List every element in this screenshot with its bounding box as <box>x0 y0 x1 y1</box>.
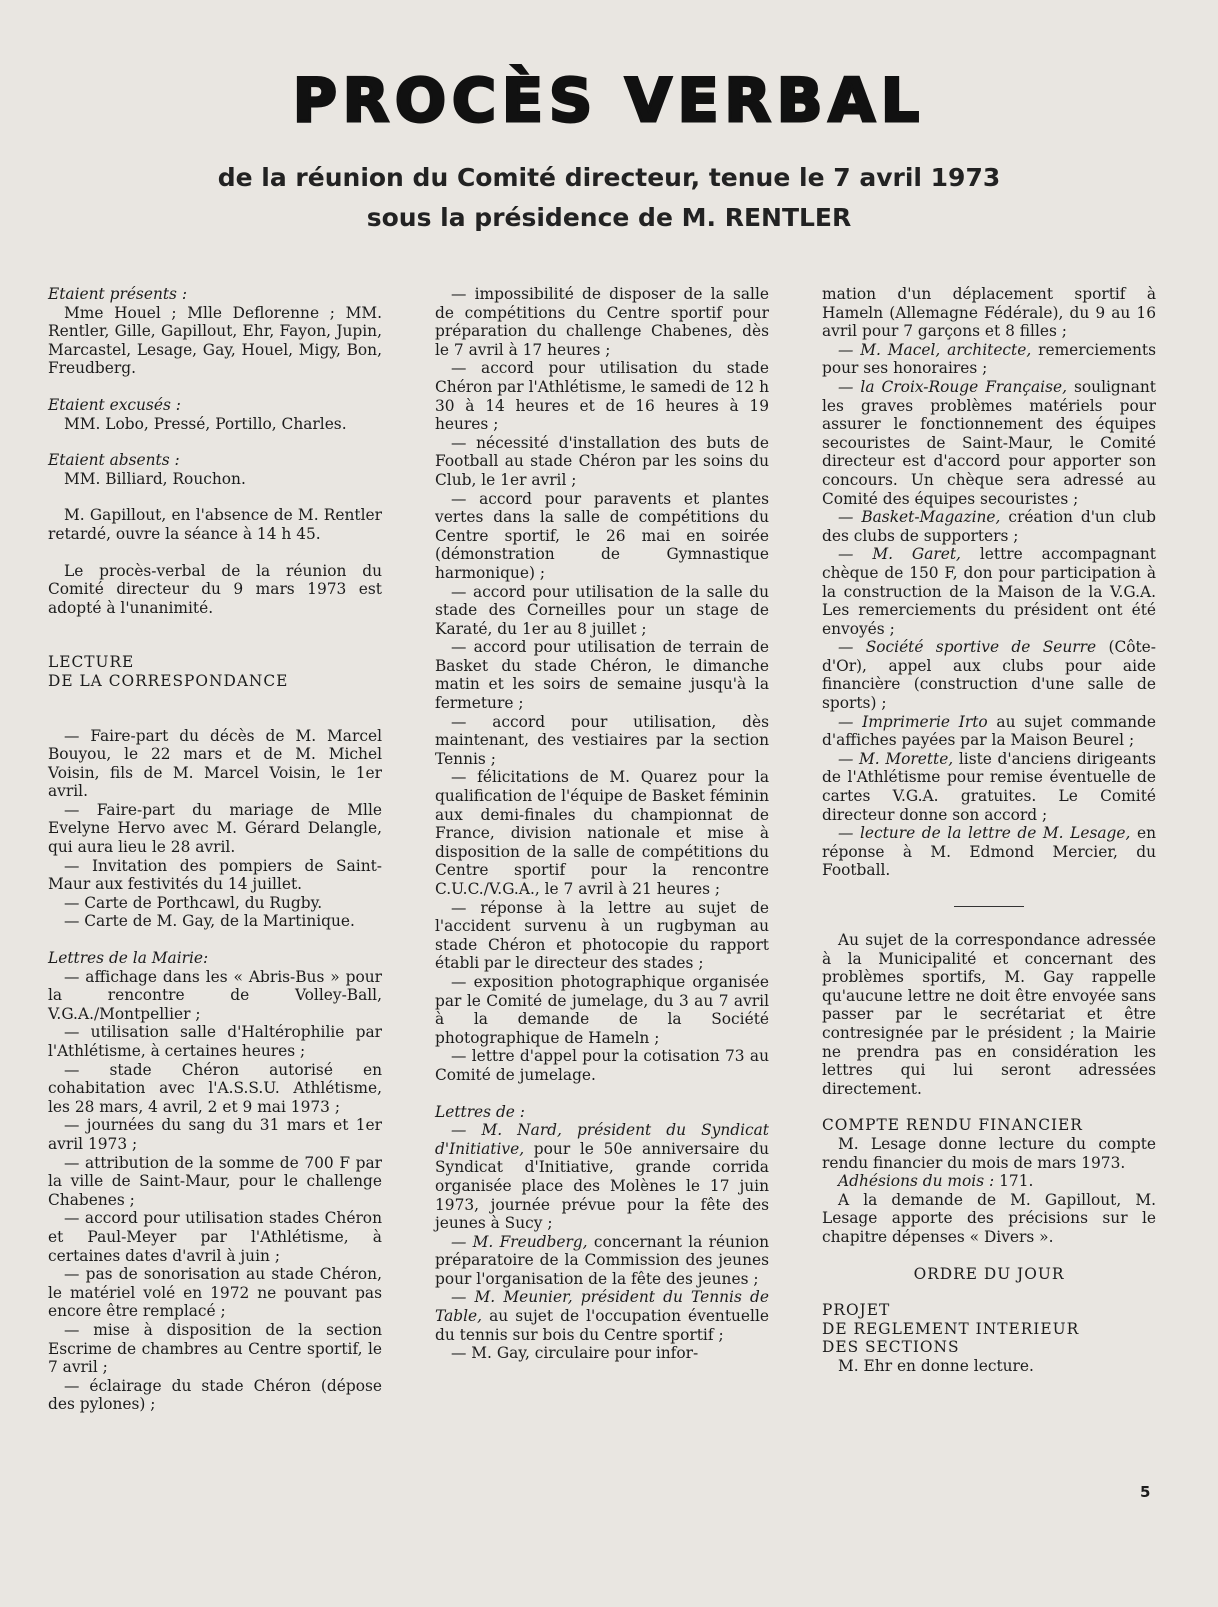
lettre-continuation: mation d'un déplacement sportif à Hameln (Allemagne Fédérale), du 9 au 16 avril pour 7 garçons et 8 filles ; <box>822 285 1156 341</box>
correspondance-item: — Carte de Porthcawl, du Rugby. <box>64 893 323 912</box>
heading-projet-line-3: DES SECTIONS <box>822 1338 960 1357</box>
absents-label: Etaient absents : <box>48 451 180 470</box>
mairie-item: — pas de sonorisation au stade Chéron, le matériel volé en 1972 ne pouvant pas encore être remplacé ; <box>48 1265 382 1321</box>
mairie-item: — stade Chéron autorisé en cohabitation avec l'A.S.S.U. Athlétisme, les 28 mars, 4 avril, 2 et 9 mai 1973 ; <box>48 1060 382 1116</box>
lettre-text: au sujet commande d'affiches payées par la Maison Beurel ; <box>822 712 1156 750</box>
heading-projet-line-1: PROJET <box>822 1301 891 1320</box>
column-1 <box>48 285 382 1414</box>
mairie-item: — attribution de la somme de 700 F par la ville de Saint-Maur, pour le challenge Chabenes ; <box>48 1153 382 1209</box>
lettre-sender: — M. Garet, <box>838 545 961 564</box>
lettre-sender: — M. Morette, <box>838 749 954 768</box>
mairie-label: Lettres de la Mairie: <box>48 949 209 968</box>
presents-label: Etaient présents : <box>48 285 188 303</box>
lettre-item <box>822 713 1156 750</box>
lettre-sender: — la Croix-Rouge Française, <box>838 377 1067 396</box>
mairie-item: — accord pour utilisation stades Chéron et Paul-Meyer par l'Athlétisme, à certaines dates d'avril à juin ; <box>48 1209 382 1265</box>
lettre-item <box>822 824 1156 880</box>
lettre-sender: — M. Meunier, président du Tennis de Table, <box>435 1288 769 1326</box>
heading-correspondance-line-2: DE LA CORRESPONDANCE <box>48 671 289 690</box>
lettre-item <box>822 341 1156 378</box>
lettre-text: liste d'anciens dirigeants de l'Athlétisme pour remise éventuelle de cartes V.G.A. gratuites. Le Comité directeur donne son accord ; <box>822 749 1157 824</box>
lettre-item <box>435 1233 769 1289</box>
page-number: 5 <box>1140 1483 1151 1501</box>
excuses-text: MM. Lobo, Pressé, Portillo, Charles. <box>64 414 347 433</box>
lettre-text: en réponse à M. Edmond Mercier, du Football. <box>822 824 1156 880</box>
reglement-paragraph: M. Ehr en donne lecture. <box>838 1356 1034 1375</box>
lettre-text: remerciements pour ses honoraires ; <box>822 340 1156 378</box>
lettre-item <box>822 638 1156 712</box>
heading-projet-line-2: DE REGLEMENT INTERIEUR <box>822 1319 1080 1338</box>
mairie-item: — réponse à la lettre au sujet de l'accident survenu à un rugbyman au stade Chéron et photocopie du rapport établi par le directeur des stades ; <box>435 898 769 973</box>
mairie-correspondance-paragraph: Au sujet de la correspondance adressée à la Municipalité et concernant des problèmes sportifs, M. Gay rappelle qu'aucune lettre ne doit être envoyée sans passer par le secrétariat et être contresignée par le président ; la Mairie ne prendra pas en considération les lettres qui lui seront adressées directement. <box>822 931 1156 1098</box>
mairie-item: — journées du sang du 31 mars et 1er avril 1973 ; <box>48 1116 382 1153</box>
lettre-sender: — Imprimerie Irto <box>838 712 988 731</box>
lettre-item <box>435 1121 769 1233</box>
lettre-text: concernant la réunion préparatoire de la Commission des jeunes pour l'organisation de la fête des jeunes ; <box>435 1232 769 1288</box>
mairie-item: — exposition photographique organisée par le Comité de jumelage, du 3 au 7 avril à la demande de la Société photographique de Hameln ; <box>435 972 769 1047</box>
lettre-item <box>822 508 1156 545</box>
heading-ordre-du-jour: ORDRE DU JOUR <box>913 1264 1065 1283</box>
lettre-text: création d'un club des clubs de supporters ; <box>822 508 1156 545</box>
lettre-item <box>822 750 1156 824</box>
subtitle-line-2: sous la présidence de M. RENTLER <box>366 203 852 232</box>
correspondance-item: — Invitation des pompiers de Saint-Maur aux festivités du 14 juillet. <box>48 856 382 894</box>
lettre-item <box>822 378 1156 508</box>
section-divider <box>954 906 1024 907</box>
page-title: PROCÈS VERBAL <box>292 66 926 136</box>
correspondance-item: — Carte de M. Gay, de la Martinique. <box>64 912 355 931</box>
adhesions-line <box>822 1172 1156 1191</box>
correspondance-item: — Faire-part du mariage de Mlle Evelyne Hervo avec M. Gérard Delangle, qui aura lieu le 28 avril. <box>48 800 382 857</box>
lettre-sender: — M. Macel, architecte, <box>838 340 1032 359</box>
lettre-sender: — Société sportive de Seurre <box>838 638 1097 657</box>
mairie-item: — accord pour utilisation de terrain de Basket du stade Chéron, le dimanche matin et les soirs de semaine jusqu'à la fermeture ; <box>435 638 769 713</box>
lettre-sender: — lecture de la lettre de M. Lesage, <box>838 824 1131 843</box>
mairie-item: — éclairage du stade Chéron (dépose des pylones) ; <box>48 1376 382 1414</box>
excuses-label: Etaient excusés : <box>48 395 181 414</box>
absents-text: MM. Billiard, Rouchon. <box>64 469 246 488</box>
lettres-label: Lettres de : <box>435 1102 525 1121</box>
lettre-text: (Côte-d'Or), appel aux clubs pour aide financière (construction d'une salle de sports) ; <box>822 638 1156 713</box>
mairie-item: — accord pour utilisation de la salle du stade des Corneilles pour un stage de Karaté, du 1er au 8 juillet ; <box>435 582 769 638</box>
adoption-paragraph: Le procès-verbal de la réunion du Comité directeur du 9 mars 1973 est adopté à l'unanimité. <box>48 561 382 617</box>
lettre-text: lettre accompagnant chèque de 150 F, don pour participation à la construction de la Maison de la V.G.A. Les remerciements du président ont été envoyés ; <box>822 545 1156 638</box>
finance-precisions-paragraph: A la demande de M. Gapillout, M. Lesage apporte des précisions sur le chapitre dépenses « Divers ». <box>822 1190 1156 1246</box>
mairie-item: — impossibilité de disposer de la salle de compétitions du Centre sportif pour préparation du challenge Chabenes, dès le 7 avril à 17 heures ; <box>435 285 769 359</box>
mairie-item: — affichage dans les « Abris-Bus » pour la rencontre de Volley-Ball, V.G.A./Montpellier ; <box>48 967 382 1023</box>
lettre-text: au sujet de l'occupation éventuelle du tennis sur bois du Centre sportif ; <box>435 1307 769 1344</box>
heading-compte-rendu-financier: COMPTE RENDU FINANCIER <box>822 1116 1083 1135</box>
lettre-item <box>435 1288 769 1344</box>
column-2 <box>435 285 769 1363</box>
subtitle-line-1: de la réunion du Comité directeur, tenue le 7 avril 1973 <box>217 163 1001 192</box>
presents-text: Mme Houel ; Mlle Deflorenne ; MM. Rentler, Gille, Gapillout, Ehr, Fayon, Jupin, Marcastel, Lesage, Gay, Houel, Migy, Bon, Freudberg. <box>48 303 382 378</box>
mairie-item: — félicitations de M. Quarez pour la qualification de l'équipe de Basket féminin aux demi-finales du championnat de France, division nationale et mise à disposition de la salle de compétitions du Centre sportif pour la rencontre C.U.C./V.G.A., le 7 avril à 21 heures ; <box>435 768 769 898</box>
lettre-text: pour le 50e anniversaire du Syndicat d'Initiative, grande corrida organisée place des Molènes le 17 juin 1973, journée prévue pour la fête des jeunes à Sucy ; <box>435 1139 769 1233</box>
finance-paragraph: M. Lesage donne lecture du compte rendu financier du mois de mars 1973. <box>822 1134 1156 1172</box>
column-3 <box>822 285 1156 1375</box>
mairie-item: — mise à disposition de la section Escrime de chambres au Centre sportif, le 7 avril ; <box>48 1320 382 1377</box>
mairie-item: — lettre d'appel pour la cotisation 73 au Comité de jumelage. <box>435 1047 769 1084</box>
adhesions-value: 171. <box>999 1172 1034 1191</box>
mairie-item: — accord pour utilisation, dès maintenant, des vestiaires par la section Tennis ; <box>435 712 769 768</box>
page-subtitle <box>0 158 1218 238</box>
lettre-sender: — Basket-Magazine, <box>838 508 1001 527</box>
mairie-item: — accord pour paravents et plantes vertes dans la salle de compétitions du Centre sportif, le 26 mai en soirée (démonstration de Gymnastique harmonique) ; <box>435 489 769 582</box>
lettre-text: soulignant les graves problèmes matériels pour assurer le fonctionnement des équipes secouristes de Saint-Maur, le Comité directeur est d'accord pour apporter son concours. Un chèque sera adressé au Comité des équipes secouristes ; <box>822 377 1156 508</box>
correspondance-item: — Faire-part du décès de M. Marcel Bouyou, le 22 mars et de M. Michel Voisin, fils de M. Marcel Voisin, le 1er avril. <box>48 726 382 801</box>
lettre-sender: — M. Nard, président du Syndicat d'Initiative, <box>435 1121 769 1158</box>
lettre-item <box>822 545 1156 638</box>
lettre-sender: — M. Freudberg, <box>451 1232 588 1251</box>
mairie-item: — accord pour utilisation du stade Chéron par l'Athlétisme, le samedi de 12 h 30 à 14 heures et de 16 heures à 19 heures ; <box>435 359 769 434</box>
adhesions-label: Adhésions du mois : <box>838 1172 995 1191</box>
mairie-item: — nécessité d'installation des buts de Football au stade Chéron par les soins du Club, le 1er avril ; <box>435 433 769 489</box>
lettre-item: — M. Gay, circulaire pour infor- <box>451 1344 699 1363</box>
heading-correspondance-line-1: LECTURE <box>48 653 135 672</box>
mairie-item: — utilisation salle d'Haltérophilie par l'Athlétisme, à certaines heures ; <box>48 1023 382 1060</box>
opening-paragraph: M. Gapillout, en l'absence de M. Rentler retardé, ouvre la séance à 14 h 45. <box>48 506 382 543</box>
